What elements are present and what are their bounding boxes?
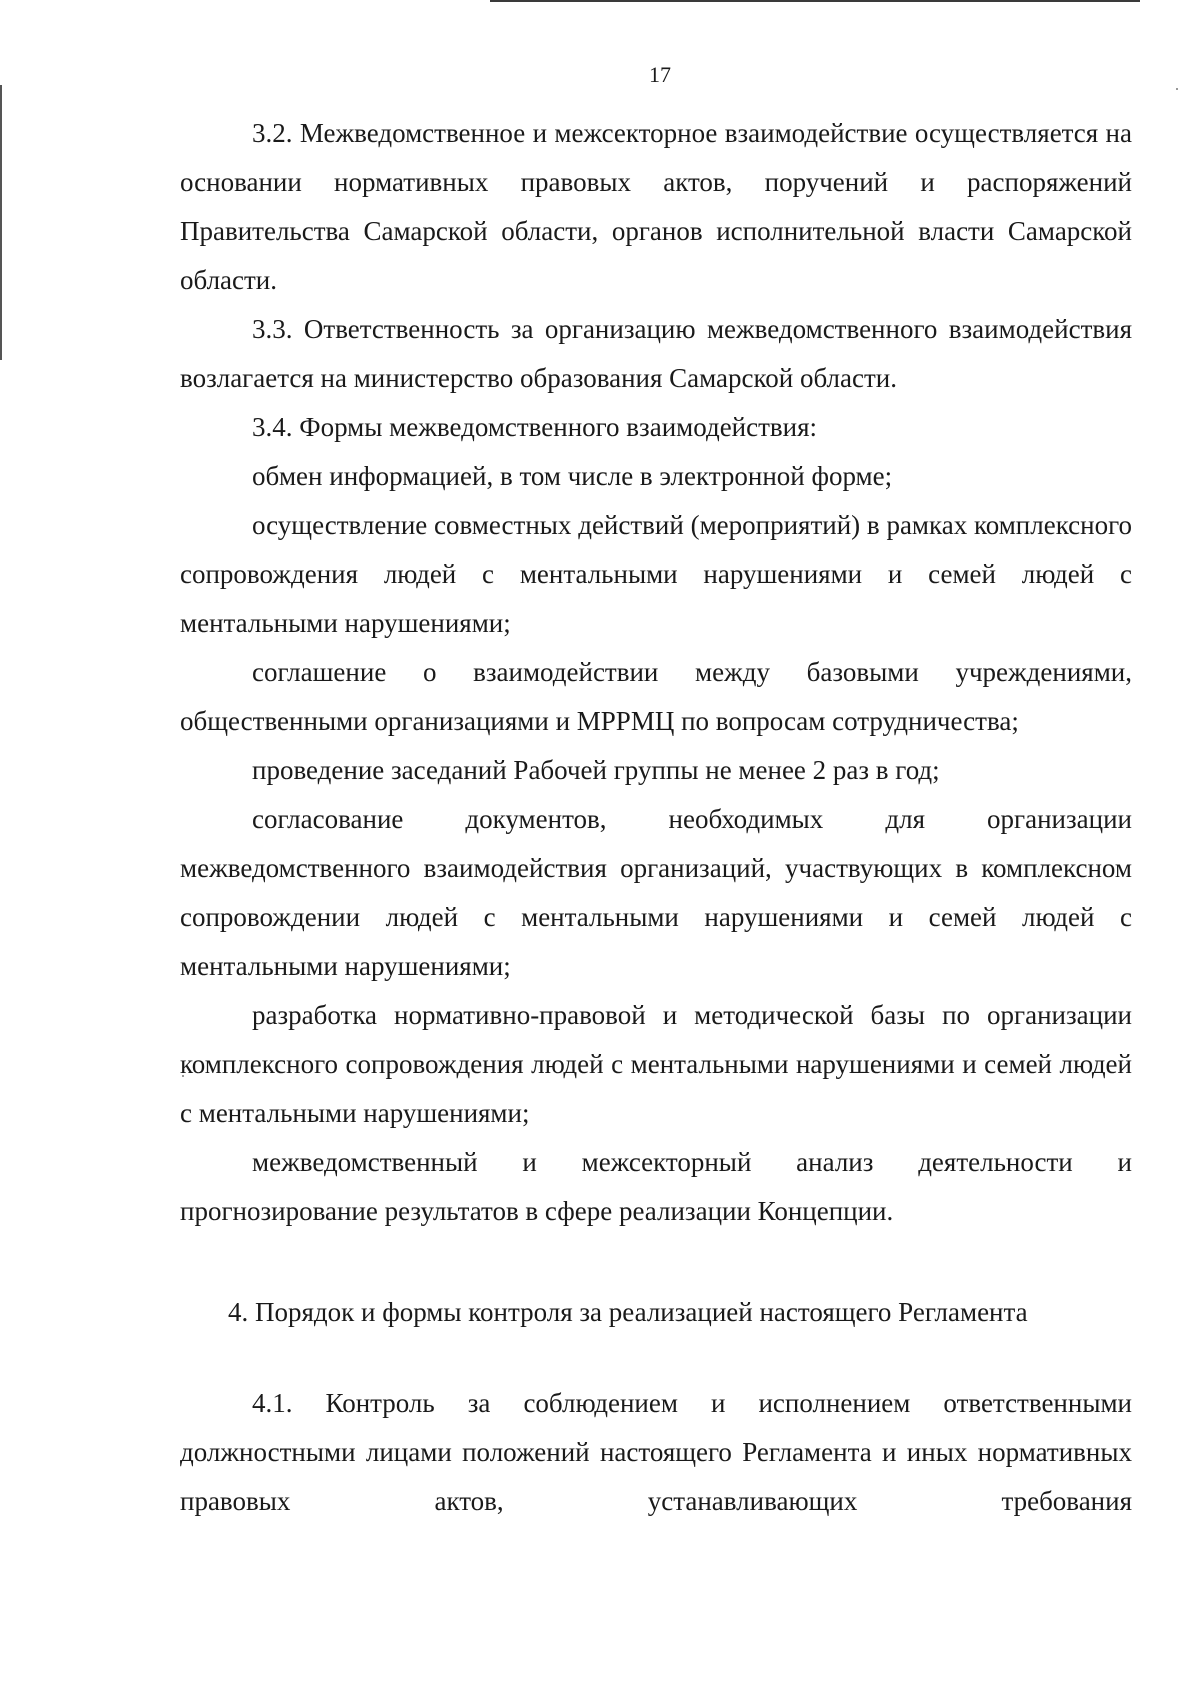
scan-speck <box>1176 88 1178 90</box>
paragraph-4-1: 4.1. Контроль за соблюдением и исполнением ответственными должностными лицами положений настоящего Регламента и иных нормативных правовых актов, устанавливающих требования <box>180 1388 1132 1516</box>
paragraph-3-3: 3.3. Ответственность за организацию межведомственного взаимодействия возлагается на министерство образования Самарской области. <box>180 314 1132 393</box>
scan-edge-left <box>0 85 2 360</box>
list-item-regulatory-base: разработка нормативно-правовой и методической базы по организации комплексного сопровождения людей с ментальными нарушениями и семей людей с ментальными нарушениями; <box>180 1000 1132 1128</box>
list-item-document-approval: согласование документов, необходимых для организации межведомственного взаимодействия организаций, участвующих в комплексном сопровождении людей с ментальными нарушениями и семей людей с ментальными нарушениями; <box>180 804 1132 981</box>
scan-edge-top <box>490 0 1140 2</box>
list-item-info-exchange: обмен информацией, в том числе в электронной форме; <box>252 461 893 491</box>
list-item-agreement: соглашение о взаимодействии между базовыми учреждениями, общественными организациями и МРРМЦ по вопросам сотрудничества; <box>180 657 1132 736</box>
paragraph-3-4: 3.4. Формы межведомственного взаимодействия: <box>252 412 818 442</box>
section-4-heading: 4. Порядок и формы контроля за реализацией настоящего Регламента <box>228 1297 1028 1327</box>
list-item-working-group-meetings: проведение заседаний Рабочей группы не менее 2 раз в год; <box>252 755 940 785</box>
page-number: 17 <box>649 62 671 87</box>
list-item-analysis: межведомственный и межсекторный анализ деятельности и прогнозирование результатов в сфере реализации Концепции. <box>180 1147 1132 1226</box>
document-body <box>180 109 1132 1526</box>
list-item-joint-actions: осуществление совместных действий (мероприятий) в рамках комплексного сопровождения людей с ментальными нарушениями и семей людей с ментальными нарушениями; <box>180 510 1132 638</box>
paragraph-3-2: 3.2. Межведомственное и межсекторное взаимодействие осуществляется на основании нормативных правовых актов, поручений и распоряжений Правительства Самарской области, органов исполнительной власти Самарской области. <box>180 118 1132 295</box>
